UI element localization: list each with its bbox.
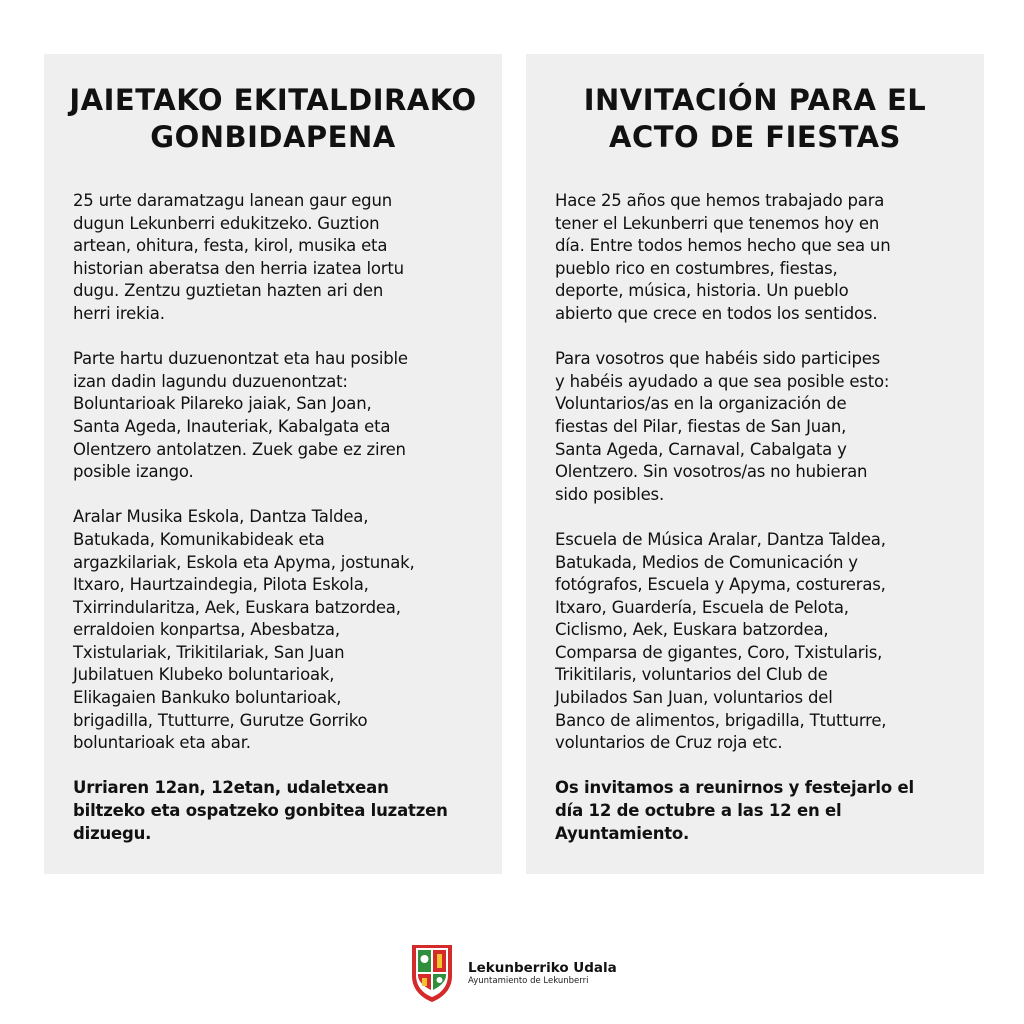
text-line: Para vosotros que habéis sido participes [555, 349, 881, 369]
text-line: erraldoien konpartsa, Abesbatza, [73, 620, 340, 640]
footer-text [468, 960, 617, 987]
text-line: Batukada, Medios de Comunicación y [555, 552, 858, 572]
spanish-paragraph [555, 190, 970, 326]
basque-invitation-panel [44, 54, 502, 874]
text-line: Os invitamos a reunirnos y festejarlo el [555, 778, 914, 798]
text-line: tener el Lekunberri que tenemos hoy en [555, 213, 880, 233]
text-line: argazkilariak, Eskola eta Apyma, jostunak, [73, 552, 415, 572]
text-line: Voluntarios/as en la organización de [555, 394, 847, 414]
text-line: Olentzero antolatzen. Zuek gabe ez ziren [73, 439, 406, 459]
text-line: Ayuntamiento. [555, 823, 690, 843]
spanish-title-line: ACTO DE FIESTAS [609, 120, 901, 154]
text-line: Santa Ageda, Carnaval, Cabalgata y [555, 439, 847, 459]
text-line: Itxaro, Haurtzaindegia, Pilota Eskola, [73, 575, 369, 595]
text-line: abierto que crece en todos los sentidos. [555, 303, 878, 323]
text-line: dizuegu. [73, 823, 152, 843]
spanish-closing [555, 777, 970, 845]
basque-title [44, 82, 502, 156]
text-line: Escuela de Música Aralar, Dantza Taldea, [555, 529, 886, 549]
text-line: Txistulariak, Trikitilariak, San Juan [73, 642, 345, 662]
text-line: 25 urte daramatzagu lanean gaur egun [73, 191, 392, 210]
text-line: Trikitilaris, voluntarios del Club de [555, 665, 828, 685]
spanish-title [526, 82, 984, 156]
text-line: izan dadin lagundu duzuenontzat: [73, 371, 348, 391]
text-line: Parte hartu duzuenontzat eta hau posible [73, 349, 408, 369]
text-line: Comparsa de gigantes, Coro, Txistularis, [555, 642, 883, 662]
basque-paragraph [73, 506, 488, 755]
text-line: Elikagaien Bankuko boluntarioak, [73, 688, 342, 708]
text-line: brigadilla, Ttutturre, Gurutze Gorriko [73, 710, 368, 730]
org-subtitle: Ayuntamiento de Lekunberri [468, 975, 589, 986]
text-line: Jubilatuen Klubeko boluntarioak, [73, 665, 335, 685]
text-line: Olentzero. Sin vosotros/as no hubieran [555, 462, 868, 482]
text-line: día. Entre todos hemos hecho que sea un [555, 236, 891, 256]
text-line: Aralar Musika Eskola, Dantza Taldea, [73, 507, 369, 527]
text-line: biltzeko eta ospatzeko gonbitea luzatzen [73, 801, 448, 821]
spanish-title-line: INVITACIÓN PARA EL [583, 83, 927, 117]
basque-closing [73, 777, 488, 845]
text-line: fiestas del Pilar, fiestas de San Juan, [555, 416, 847, 436]
text-line: Urriaren 12an, 12etan, udaletxean [73, 778, 389, 798]
text-line: Santa Ageda, Inauteriak, Kabalgata eta [73, 416, 391, 436]
basque-paragraph [73, 348, 488, 484]
municipal-crest-icon [408, 942, 456, 1004]
text-line: dugu. Zentzu guztietan hazten ari den [73, 281, 384, 301]
org-name: Lekunberriko Udala [468, 959, 617, 976]
text-line: Jubilados San Juan, voluntarios del [555, 688, 833, 708]
text-line: Boluntarioak Pilareko jaiak, San Joan, [73, 394, 372, 414]
text-line: Itxaro, Guardería, Escuela de Pelota, [555, 597, 849, 617]
basque-paragraph [73, 190, 488, 326]
text-line: día 12 de octubre a las 12 en el [555, 801, 842, 821]
text-line: posible izango. [73, 462, 194, 482]
spanish-paragraph [555, 529, 970, 755]
text-line: sido posibles. [555, 484, 664, 504]
text-line: voluntarios de Cruz roja etc. [555, 733, 783, 753]
spanish-invitation-panel [526, 54, 984, 874]
text-line: artean, ohitura, festa, kirol, musika eta [73, 236, 388, 256]
text-line: Ciclismo, Aek, Euskara batzordea, [555, 620, 829, 640]
text-line: pueblo rico en costumbres, fiestas, [555, 258, 838, 278]
text-line: y habéis ayudado a que sea posible esto: [555, 371, 890, 391]
text-line: herri irekia. [73, 303, 165, 323]
text-line: Batukada, Komunikabideak eta [73, 529, 325, 549]
text-line: Txirrindularitza, Aek, Euskara batzordea, [73, 597, 401, 617]
text-line: Hace 25 años que hemos trabajado para [555, 191, 885, 210]
basque-title-line: GONBIDAPENA [150, 120, 396, 154]
spanish-body [555, 190, 970, 845]
footer-logo [408, 942, 617, 1004]
text-line: historian aberatsa den herria izatea lortu [73, 258, 404, 278]
text-line: dugun Lekunberri edukitzeko. Guztion [73, 213, 380, 233]
text-line: fotógrafos, Escuela y Apyma, costureras, [555, 575, 886, 595]
text-line: Banco de alimentos, brigadilla, Ttutturre, [555, 710, 887, 730]
text-line: boluntarioak eta abar. [73, 733, 251, 753]
basque-title-line: JAIETAKO EKITALDIRAKO [69, 83, 477, 117]
spanish-paragraph [555, 348, 970, 506]
basque-body [73, 190, 488, 845]
text-line: deporte, música, historia. Un pueblo [555, 281, 849, 301]
